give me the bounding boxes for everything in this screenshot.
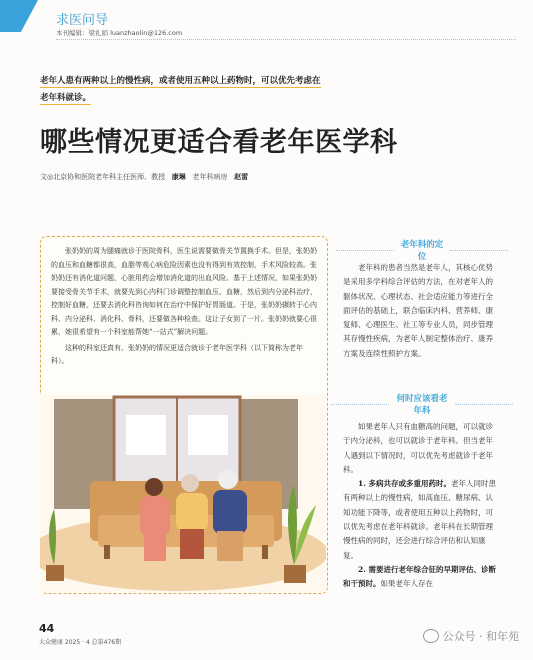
article-title: 哪些情况更适合看老年医学科 — [40, 127, 398, 158]
header-divider — [56, 39, 516, 40]
when-to-visit-text — [343, 420, 500, 592]
when-paragraph: 如果老年人只有血糖高的问题，可以就诊于内分泌科，也可以就诊于老年科。但当老年人遇到以下情况时，可以优先考虑就诊于老年科。 — [343, 422, 493, 474]
intro-line-2: 老年科就诊。 — [40, 93, 92, 103]
point-2-text: 如果老年人存在 — [380, 579, 433, 589]
author-zhao: 赵雷 — [234, 173, 249, 181]
positioning-text — [343, 261, 500, 361]
story-text — [51, 245, 317, 371]
author-kang: 康琳 — [171, 173, 186, 181]
section-title: 求医问导 — [56, 13, 109, 28]
editor-info: 本刊编辑：梁礼娟 luanzhaolin@126.com — [56, 29, 183, 37]
header-tab-shape — [0, 0, 38, 32]
story-paragraph-1: 张奶奶的周为腿痛就诊于医院骨科，医生说需要做骨关节置换手术。但是，张奶奶的血压和血糖都很高，血脂等观心病危险因素也没有得到有效控制，手术风险较高。张奶奶还有消化道问题，心脏用药会增加消化道的出血风险。基于上述情况，如果张奶奶要接受骨关节手术，就要先到心内科门诊调整控制血压、血糖，然后到内分泌科治疗，控制好血糖，还要去消化科咨询如何在治疗中保护好胃肠道。于是，张奶奶辗转于心内科、内分泌科、消化科、骨科，还要做各种检查。这让子女到了一片。张奶奶就要心很累，她很希望有一个科室能帮她“一站式”解决问题。 — [51, 247, 317, 336]
point-1-heading: 1. 多病共存或多重用药时。 — [358, 479, 451, 489]
point-1-text: 老年人同时患有两种以上的慢性病，如高血压、糖尿病、认知功能下降等，或者使用五种以上药物时，可以优先考虑在老年科就诊。老年科在长期管理慢性病的同时，还会进行综合评估和认知康复。 — [343, 479, 496, 560]
story-paragraph-2: 这种的科室还真有。张奶奶的情况更适合就诊于老年医学科（以下简称为老年科）。 — [51, 343, 303, 365]
publication-info: 大众健康 2025 · 4 总第476期 — [39, 639, 122, 646]
point-2-heading: 2. 需要进行老年综合征的早期评估、诊断和干预时。 — [343, 564, 496, 589]
heading-when-to-visit: 何时应该看老年科 — [396, 394, 448, 416]
watermark-text: 公众号 · 和年苑 — [442, 630, 519, 643]
byline-ward: 老年科病房 — [192, 173, 228, 181]
byline-affiliation: 文◎北京协和医院老年科主任医师、教授 — [40, 173, 166, 181]
wechat-icon — [423, 629, 439, 643]
page-number: 44 — [39, 622, 55, 635]
positioning-paragraph: 老年科的患者当然是老年人，其核心优势是采用多学科综合评估的方法，在对老年人的躯体状况、心理状态、社会适应能力等进行全面评估的基础上，联合临床内科、营养师、康复师、心理医生、社工等专业人员，同步管理其存慢性疾病，为老年人制定整体治疗、康养方案及连续性照护方案。 — [343, 263, 493, 358]
heading-positioning: 老年科的定位 — [400, 240, 444, 262]
watermark — [423, 628, 520, 644]
living-room-illustration — [40, 395, 326, 592]
intro-summary — [40, 73, 460, 107]
byline — [40, 172, 248, 182]
intro-line-1: 老年人患有两种以上的慢性病，或者使用五种以上药物时，可以优先考虑在 — [40, 76, 321, 86]
